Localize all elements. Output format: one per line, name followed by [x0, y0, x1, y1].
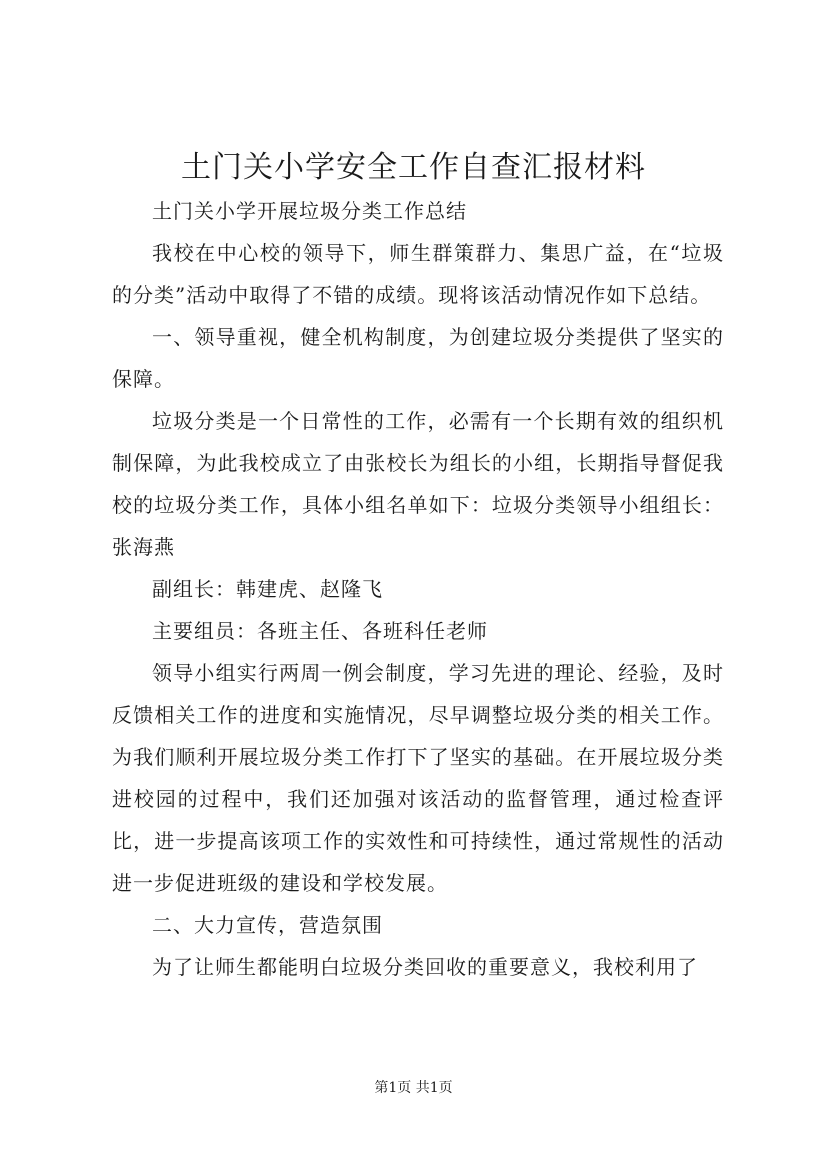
- paragraph-section-one-heading: 一、领导重视，健全机构制度，为创建垃圾分类提供了坚实的保障。: [112, 325, 724, 391]
- paragraph-intro: 我校在中心校的领导下，师生群策群力、集思广益，在“垃圾的分类”活动中取得了不错的成绩。现将该活动情况作如下总结。: [112, 241, 724, 307]
- paragraph-section-two-heading: 二、大力宣传，营造氛围: [152, 913, 383, 937]
- paragraph-subtitle: 土门关小学开展垃圾分类工作总结: [152, 199, 467, 223]
- paragraph-organization: 垃圾分类是一个日常性的工作，必需有一个长期有效的组织机制保障，为此我校成立了由张校长为组长的小组，长期指导督促我校的垃圾分类工作，具体小组名单如下：垃圾分类领导小组组长：张海燕: [112, 409, 724, 559]
- paragraph-meeting-system: 领导小组实行两周一例会制度，学习先进的理论、经验，及时反馈相关工作的进度和实施情况，尽早调整垃圾分类的相关工作。为我们顺利开展垃圾分类工作打下了坚实的基础。在开展垃圾分类进校园的过程中，我们还加强对该活动的监督管理，通过检查评比，进一步提高该项工作的实效性和可持续性，通过常规性的活动进一步促进班级的建设和学校发展。: [112, 661, 724, 895]
- document-body: [112, 190, 724, 988]
- document-title: 土门关小学安全工作自查汇报材料: [181, 150, 646, 185]
- page-number-footer: 第1页 共1页: [374, 1080, 453, 1096]
- paragraph-deputy-leaders: 副组长：韩建虎、赵隆飞: [152, 577, 383, 601]
- paragraph-main-members: 主要组员：各班主任、各班科任老师: [152, 619, 488, 643]
- paragraph-publicity: 为了让师生都能明白垃圾分类回收的重要意义，我校利用了: [152, 955, 698, 979]
